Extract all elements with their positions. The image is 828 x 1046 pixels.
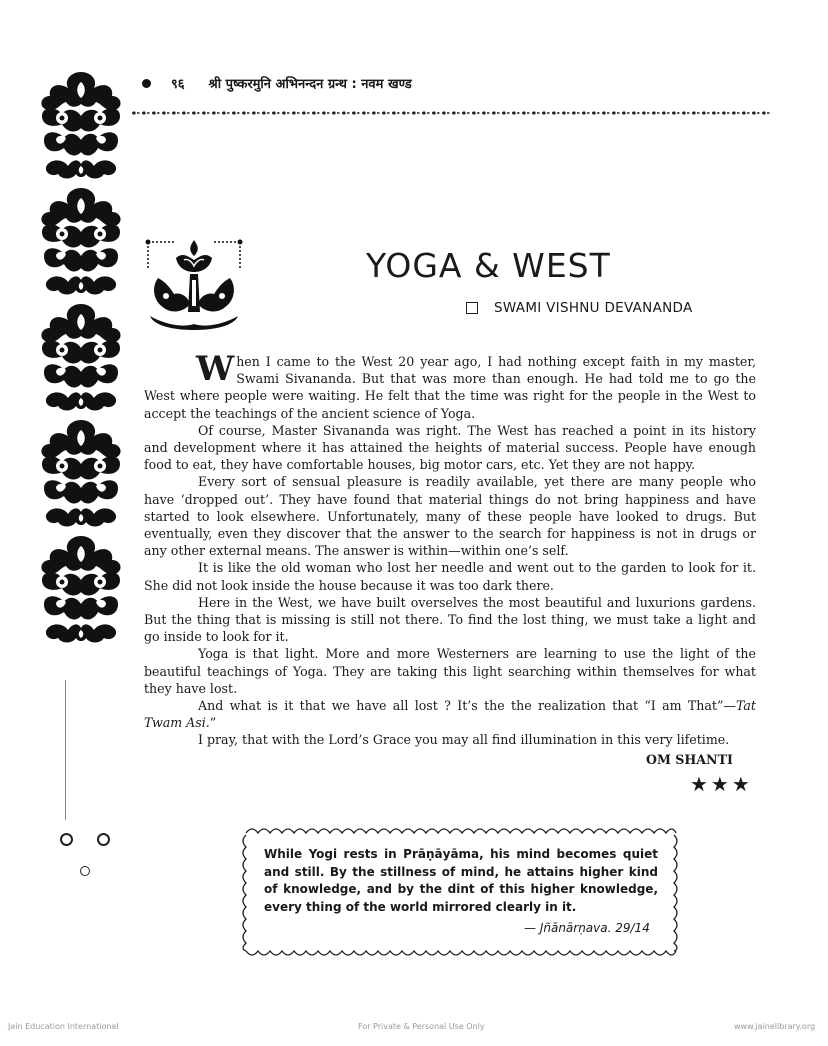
- paragraph: It is like the old woman who lost her needle and went out to the garden to look for it. She did not look inside the house because it was too dark there.: [144, 560, 756, 593]
- rule-dot: [252, 111, 255, 114]
- rule-dot: [262, 111, 265, 114]
- rule-dot: [722, 111, 725, 114]
- page-number: ९६: [171, 77, 185, 92]
- rule-dot: [152, 111, 155, 114]
- running-header: [142, 72, 412, 94]
- paragraph: Here in the West, we have built overselves the most beautiful and luxurions gardens. But the thing that is missing is still not there. To find the lost thing, we must take a light and go inside to look for it.: [144, 594, 756, 645]
- square-icon: [466, 302, 478, 314]
- rule-dot: [742, 111, 745, 114]
- bullet-icon: [142, 79, 151, 88]
- circle-icon: [60, 833, 73, 846]
- drop-cap: W: [196, 349, 235, 389]
- dotted-rule: [132, 108, 772, 118]
- rule-dot: [232, 111, 235, 114]
- rule-dot: [502, 111, 505, 114]
- rule-dot: [642, 111, 645, 114]
- closing-line: OM SHANTI: [646, 752, 733, 767]
- author-name: SWAMI VISHNU DEVANANDA: [494, 300, 693, 316]
- rule-dot: [522, 111, 525, 114]
- rule-dot: [442, 111, 445, 114]
- rule-dot: [222, 111, 225, 114]
- paragraph: Yoga is that light. More and more Westerners are learning to use the light of the beautiful teachings of Yoga. They are taking this light searching within themselves for what they have lost.: [144, 646, 756, 696]
- rule-dot: [542, 111, 545, 114]
- rule-dot: [342, 111, 345, 114]
- margin-line: [65, 680, 66, 820]
- rule-dot: [272, 111, 275, 114]
- article-title: YOGA & WEST: [366, 246, 611, 285]
- rule-dot: [202, 111, 205, 114]
- rule-dot: [732, 111, 735, 114]
- rule-dot: [302, 111, 305, 114]
- ornamental-border: [36, 68, 126, 648]
- rule-dot: [472, 111, 475, 114]
- rule-dot: [422, 111, 425, 114]
- rule-dot: [322, 111, 325, 114]
- paragraph: And what is it that we have all lost ? It’s the the realization that “I am That”—Tat Twam Asi.”: [144, 698, 756, 731]
- rule-dot: [132, 111, 135, 114]
- rule-dot: [552, 111, 555, 114]
- footer-center: For Private & Personal Use Only: [358, 1022, 485, 1031]
- rule-dot: [662, 111, 665, 114]
- rule-dot: [582, 111, 585, 114]
- rule-dot: [702, 111, 705, 114]
- quote-source: — Jñānārṇava. 29/14: [524, 921, 650, 935]
- author-line: [466, 300, 693, 316]
- rule-dot: [752, 111, 755, 114]
- paragraph: I pray, that with the Lord’s Grace you may all find illumination in this very lifetime.: [198, 732, 730, 748]
- rule-dot: [762, 111, 765, 114]
- rule-dot: [412, 111, 415, 114]
- rule-dot: [532, 111, 535, 114]
- rule-dot: [392, 111, 395, 114]
- rule-dot: [292, 111, 295, 114]
- paragraph: Every sort of sensual pleasure is readily available, yet there are many people who have ‘dropped out’. They have found that material things do not bring happiness and have started to look elsewhere. Unfortunately, many of these people have looked to drugs. But eventually, even they discover that the answer to the search for happiness is not in drugs or any other external means. The answer is within—within one’s self.: [144, 474, 756, 559]
- running-title: श्री पुष्करमुनि अभिनन्दन ग्रन्थ : नवम खण्ड: [208, 77, 412, 92]
- circle-icon: [80, 866, 90, 876]
- lotus-emblem-icon: [144, 238, 244, 330]
- circle-icon: [97, 833, 110, 846]
- rule-dot: [632, 111, 635, 114]
- rule-dot: [162, 111, 165, 114]
- rule-dot: [492, 111, 495, 114]
- rule-dot: [182, 111, 185, 114]
- rule-dot: [362, 111, 365, 114]
- rule-dot: [622, 111, 625, 114]
- rule-dot: [192, 111, 195, 114]
- rule-dot: [572, 111, 575, 114]
- footer-right: www.jainelibrary.org: [734, 1022, 816, 1031]
- rule-dot: [212, 111, 215, 114]
- paragraph: When I came to the West 20 year ago, I had nothing except faith in my master, Swami Sivananda. But that was more than enough. He had told me to go the West where people were waiting. He felt that the time was right for the people in the West to accept the teachings of the ancient science of Yoga.: [144, 349, 756, 421]
- rule-dot: [682, 111, 685, 114]
- quote-text: While Yogi rests in Prāṇāyāma, his mind becomes quiet and still. By the stillness of mind, he attains higher kind of knowledge, and by the dint of this higher knowledge, every thing of the world mirrored clearly in it.: [264, 847, 658, 914]
- rule-dot: [652, 111, 655, 114]
- article-body: [144, 349, 756, 749]
- rule-dot: [382, 111, 385, 114]
- rule-dot: [452, 111, 455, 114]
- sanskrit-phrase: Tat Twam Asi.: [144, 698, 756, 731]
- stars-icon: ★★★: [690, 772, 753, 796]
- rule-dot: [282, 111, 285, 114]
- rule-dot: [562, 111, 565, 114]
- rule-dot: [592, 111, 595, 114]
- rule-dot: [332, 111, 335, 114]
- rule-dot: [512, 111, 515, 114]
- rule-dot: [712, 111, 715, 114]
- rule-dot: [692, 111, 695, 114]
- footer-left: Jain Education International: [8, 1022, 119, 1031]
- rule-dot: [402, 111, 405, 114]
- rule-dot: [462, 111, 465, 114]
- rule-dot: [312, 111, 315, 114]
- rule-dot: [142, 111, 145, 114]
- rule-dot: [372, 111, 375, 114]
- rule-dot: [482, 111, 485, 114]
- rule-dot: [172, 111, 175, 114]
- rule-dot: [242, 111, 245, 114]
- rule-dot: [352, 111, 355, 114]
- rule-dot: [432, 111, 435, 114]
- rule-dot: [602, 111, 605, 114]
- rule-dot: [612, 111, 615, 114]
- paragraph: Of course, Master Sivananda was right. The West has reached a point in its history and development where it has attained the heights of material success. People have enough food to eat, they have comfortable houses, big motor cars, etc. Yet they are not happy.: [144, 422, 756, 473]
- rule-dot: [672, 111, 675, 114]
